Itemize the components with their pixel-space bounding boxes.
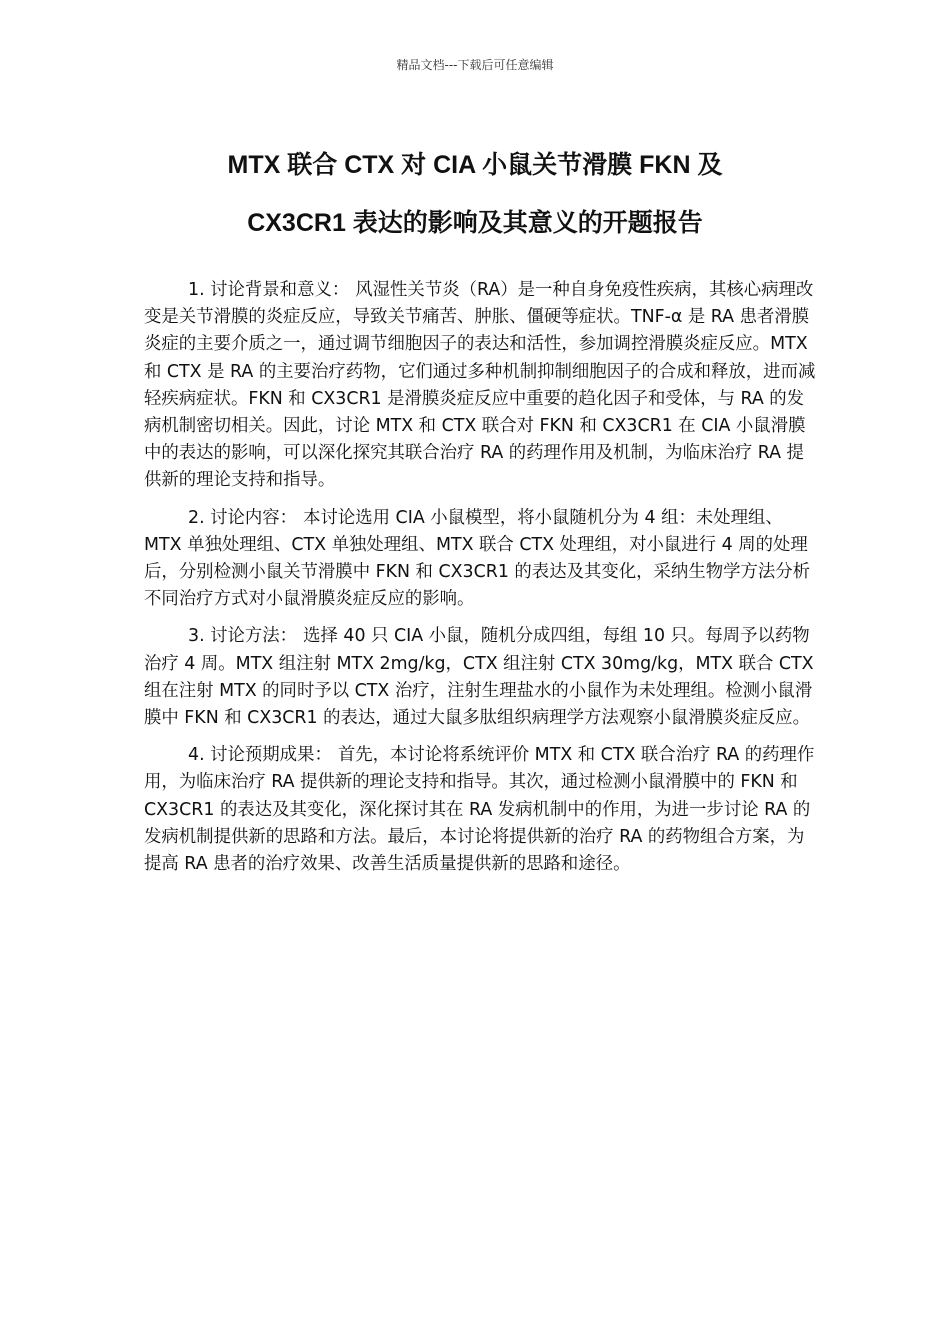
- section-background: [144, 277, 818, 495]
- section-heading: 3. 讨论方法：: [188, 626, 298, 647]
- section-heading: 1. 讨论背景和意义：: [188, 280, 350, 300]
- page-header-note: 精品文档---下载后可任意编辑: [396, 58, 554, 72]
- section-text: 风湿性关节炎（RA）是一种自身免疫性疾病，其核心病理改变是关节滑膜的炎症反应，导致关节痛苦、肿胀、僵硬等症状。TNF-α 是 RA 患者滑膜炎症的主要介质之一，通过调节细胞因子的表达和活性，参加调控滑膜炎症反应。MTX 和 CTX 是 RA 的主要治疗药物，它们通过多种机制抑制细胞因子的合成和释放，进而减轻疾病症状。FKN 和 CX3CR1 是滑膜炎症反应中重要的趋化因子和受体，与 RA 的发病机制密切相关。因此，讨论 MTX 和 CTX 联合对 FKN 和 CX3CR1 在 CIA 小鼠滑膜中的表达的影响，可以深化探究其联合治疗 RA 的药理作用及机制，为临床治疗 RA 提供新的理论支持和指导。: [144, 280, 816, 491]
- section-content: [144, 505, 818, 614]
- section-text: 本讨论选用 CIA 小鼠模型，将小鼠随机分为 4 组：未处理组、MTX 单独处理组、CTX 单独处理组、MTX 联合 CTX 处理组，对小鼠进行 4 周的处理后，分别检测小鼠关节滑膜中 FKN 和 CX3CR1 的表达及其变化，采纳生物学方法分析不同治疗方式对小鼠滑膜炎症反应的影响。: [144, 507, 811, 610]
- document-title: [120, 136, 830, 252]
- section-methods: [144, 623, 818, 732]
- title-line-2: CX3CR1 表达的影响及其意义的开题报告: [247, 209, 703, 237]
- section-text: 首先，本讨论将系统评价 MTX 和 CTX 联合治疗 RA 的药理作用，为临床治疗 RA 提供新的理论支持和指导。其次，通过检测小鼠滑膜中的 FKN 和 CX3CR1 的表达及其变化，深化探讨其在 RA 发病机制中的作用，为进一步讨论 RA 的发病机制提供新的思路和方法。最后，本讨论将提供新的治疗 RA 的药物组合方案，为提高 RA 患者的治疗效果、改善生活质量提供新的思路和途径。: [144, 745, 815, 875]
- title-line-1: MTX 联合 CTX 对 CIA 小鼠关节滑膜 FKN 及: [227, 151, 723, 179]
- section-expected-results: [144, 742, 818, 878]
- document-body: [144, 277, 818, 888]
- section-text: 选择 40 只 CIA 小鼠，随机分成四组，每组 10 只。每周予以药物治疗 4 周。MTX 组注射 MTX 2mg/kg，CTX 组注射 CTX 30mg/kg，MTX 联合 CTX 组在注射 MTX 的同时予以 CTX 治疗，注射生理盐水的小鼠作为未处理组。检测小鼠滑膜中 FKN 和 CX3CR1 的表达，通过大鼠多肽组织病理学方法观察小鼠滑膜炎症反应。: [144, 626, 814, 729]
- section-heading: 4. 讨论预期成果：: [188, 745, 332, 766]
- section-heading: 2. 讨论内容：: [188, 507, 298, 528]
